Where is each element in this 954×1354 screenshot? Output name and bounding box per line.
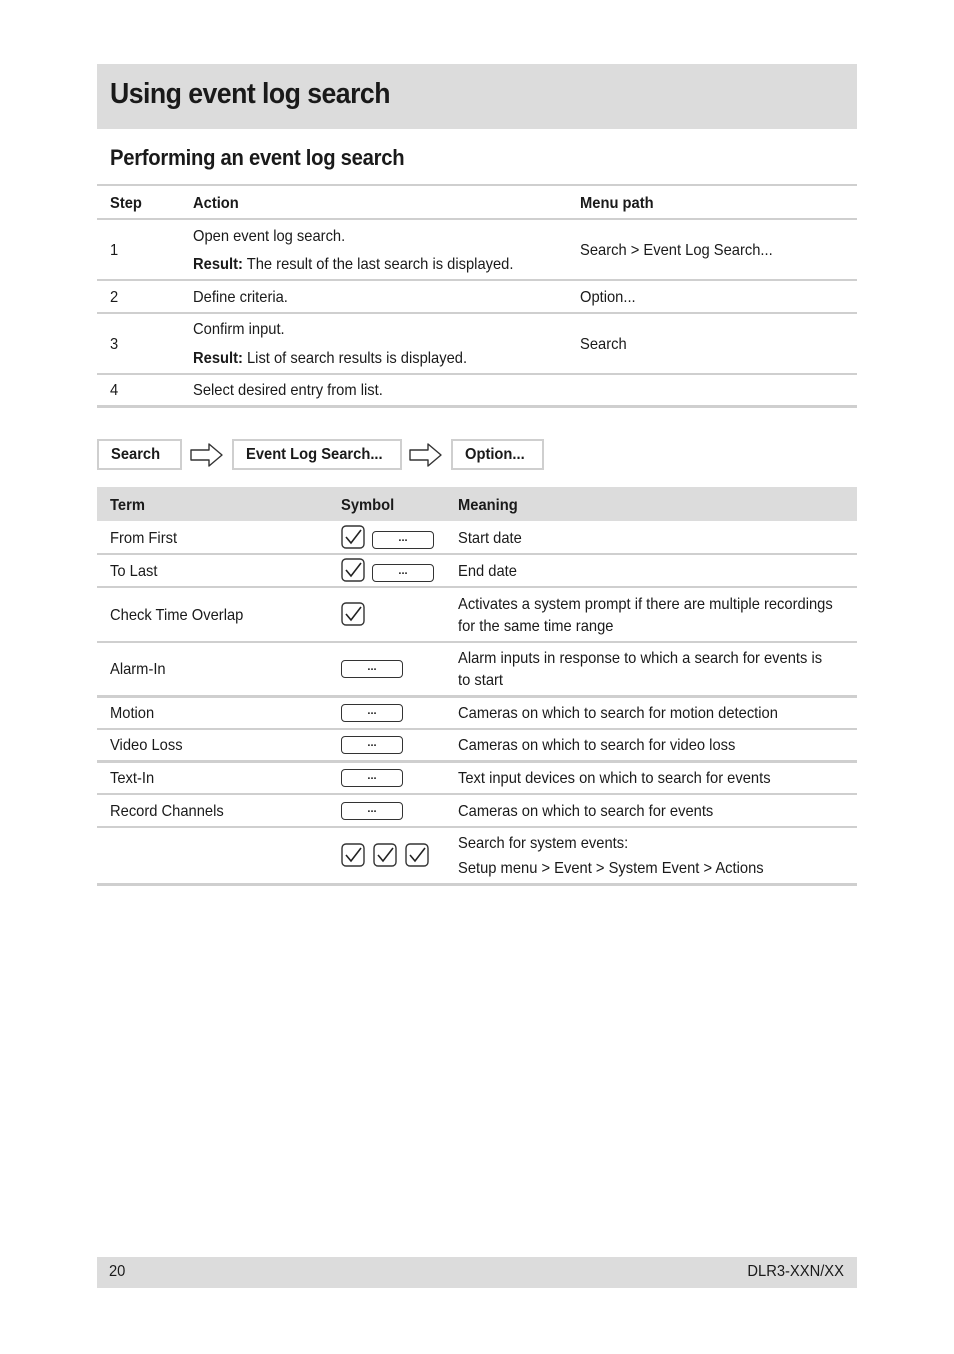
checkbox-checked-icon <box>373 843 397 867</box>
step-result: Result: The result of the last search is displayed. <box>193 256 514 273</box>
step-number: 4 <box>110 382 119 399</box>
steps-header-action: Action <box>193 195 239 212</box>
terms-header-symbol: Symbol <box>341 497 395 514</box>
term-meaning: End date <box>458 563 517 580</box>
table-rule <box>97 279 857 281</box>
ellipsis-button-icon: ... <box>341 802 403 820</box>
menu-box-event-log-search: Event Log Search... <box>232 439 402 470</box>
arrow-right-icon <box>190 442 224 468</box>
table-rule <box>97 218 857 220</box>
section-title: Performing an event log search <box>110 145 405 170</box>
step-number: 3 <box>110 336 119 353</box>
term-meaning: Alarm inputs in response to which a search for events is <box>458 650 823 667</box>
ellipsis-button-icon: ... <box>341 736 403 754</box>
checkbox-checked-icon <box>341 525 365 549</box>
term-label: Text-In <box>110 770 155 787</box>
step-action: Select desired entry from list. <box>193 382 383 399</box>
table-rule <box>97 405 857 408</box>
page-footer <box>97 1257 857 1288</box>
menu-box-search: Search <box>97 439 182 470</box>
term-meaning: to start <box>458 672 503 689</box>
term-meaning: Setup menu > Event > System Event > Actions <box>458 860 764 877</box>
ellipsis-button-icon: ... <box>372 531 434 549</box>
table-rule <box>97 312 857 314</box>
terms-header-term: Term <box>110 497 145 514</box>
menu-box-option: Option... <box>451 439 544 470</box>
table-rule <box>97 728 857 730</box>
checkbox-checked-icon <box>405 843 429 867</box>
step-number: 1 <box>110 242 119 259</box>
arrow-right-icon <box>409 442 443 468</box>
term-label: Check Time Overlap <box>110 607 244 624</box>
term-meaning: Start date <box>458 530 522 547</box>
term-meaning: for the same time range <box>458 618 614 635</box>
term-label: To Last <box>110 563 158 580</box>
steps-header-step: Step <box>110 195 142 212</box>
checkbox-checked-icon <box>341 558 365 582</box>
term-meaning: Cameras on which to search for events <box>458 803 714 820</box>
term-label: Alarm-In <box>110 661 166 678</box>
step-number: 2 <box>110 289 119 306</box>
steps-header-menu-path: Menu path <box>580 195 654 212</box>
terms-header-meaning: Meaning <box>458 497 518 514</box>
term-meaning: Cameras on which to search for video loss <box>458 737 736 754</box>
table-rule <box>97 826 857 828</box>
term-label: Motion <box>110 705 155 722</box>
table-rule <box>97 695 857 698</box>
step-menu-path: Search <box>580 336 627 353</box>
ellipsis-button-icon: ... <box>341 704 403 722</box>
table-rule <box>97 760 857 763</box>
step-menu-path: Search > Event Log Search... <box>580 242 773 259</box>
term-label: Record Channels <box>110 803 224 820</box>
table-rule <box>97 553 857 555</box>
ellipsis-button-icon: ... <box>372 564 434 582</box>
term-meaning: Search for system events: <box>458 835 629 852</box>
term-meaning: Cameras on which to search for motion detection <box>458 705 778 722</box>
ellipsis-button-icon: ... <box>341 660 403 678</box>
term-meaning: Activates a system prompt if there are multiple recordings <box>458 596 833 613</box>
table-rule <box>97 586 857 588</box>
step-action: Confirm input. <box>193 321 285 338</box>
table-rule <box>97 883 857 886</box>
model-number: DLR3-XXN/XX <box>747 1263 844 1280</box>
term-meaning: Text input devices on which to search for events <box>458 770 771 787</box>
table-rule <box>97 641 857 643</box>
page-title-bar <box>97 64 857 129</box>
step-action: Open event log search. <box>193 228 346 245</box>
checkbox-checked-icon <box>341 843 365 867</box>
page-number: 20 <box>109 1263 126 1280</box>
checkbox-checked-icon <box>341 602 365 626</box>
table-rule <box>97 373 857 375</box>
ellipsis-button-icon: ... <box>341 769 403 787</box>
table-rule <box>97 184 857 186</box>
step-menu-path: Option... <box>580 289 636 306</box>
term-label: Video Loss <box>110 737 183 754</box>
table-rule <box>97 793 857 795</box>
page-title: Using event log search <box>110 78 390 110</box>
step-action: Define criteria. <box>193 289 288 306</box>
term-label: From First <box>110 530 178 547</box>
step-result: Result: List of search results is displayed. <box>193 350 468 367</box>
